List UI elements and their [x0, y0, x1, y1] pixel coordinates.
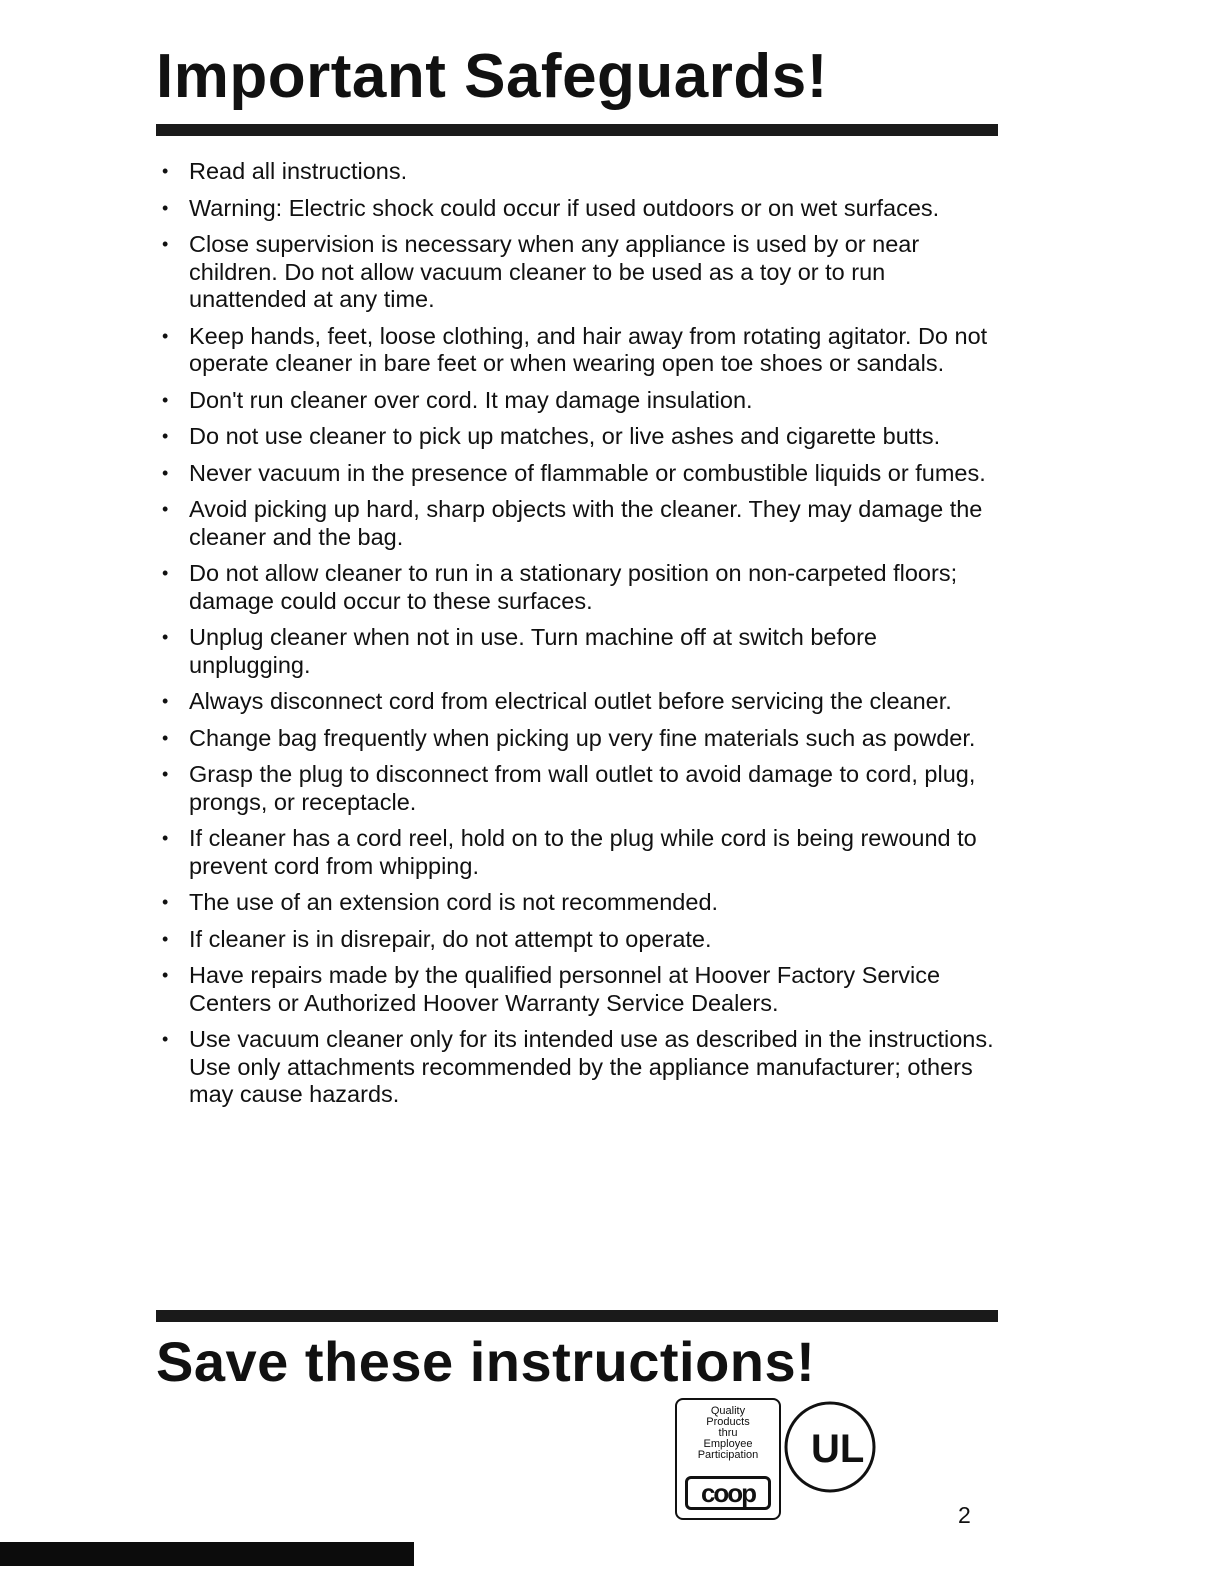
bullet-icon: • — [162, 426, 169, 446]
list-item — [158, 231, 998, 314]
bullet-icon: • — [162, 627, 169, 647]
list-item — [158, 926, 998, 954]
list-item-text: Don't run cleaner over cord. It may damage insulation. — [189, 386, 753, 413]
list-item-text: If cleaner has a cord reel, hold on to the plug while cord is being rewound to prevent cord from whipping. — [189, 825, 977, 879]
list-item-text: The use of an extension cord is not recommended. — [189, 889, 719, 915]
list-item-text: Use vacuum cleaner only for its intended use as described in the instructions. Use only attachments recommended by the appliance manufacturer; others may cause hazards. — [189, 1026, 994, 1107]
coop-mark: coop — [685, 1476, 771, 1510]
list-item-text: Unplug cleaner when not in use. Turn machine off at switch before unplugging. — [189, 624, 877, 678]
coop-logo-line: Employee — [703, 1438, 753, 1450]
bullet-icon: • — [162, 234, 169, 254]
closing-title: Save these instructions! — [156, 1330, 816, 1393]
bullet-icon: • — [162, 892, 169, 912]
list-item — [158, 158, 998, 186]
list-item-text: Always disconnect cord from electrical outlet before servicing the cleaner. — [189, 688, 952, 714]
ul-logo-text: UL — [811, 1427, 865, 1471]
bullet-icon: • — [162, 197, 169, 218]
safeguards-list — [158, 158, 998, 1118]
bullet-icon: • — [162, 764, 169, 784]
page-number: 2 — [958, 1502, 971, 1528]
coop-logo-line: Participation — [697, 1449, 759, 1461]
list-item — [158, 688, 998, 716]
list-item-text: Avoid picking up hard, sharp objects with the cleaner. They may damage the cleaner and the bag. — [189, 496, 983, 550]
list-item — [158, 889, 998, 917]
list-item-text: Have repairs made by the qualified personnel at Hoover Factory Service Centers or Authorized Hoover Warranty Service Dealers. — [189, 962, 941, 1016]
bullet-icon: • — [162, 389, 169, 410]
coop-logo-line: Quality — [710, 1405, 746, 1417]
list-item — [158, 423, 998, 451]
page-title: Important Safeguards! — [156, 42, 828, 111]
list-item — [158, 825, 998, 880]
bullet-icon: • — [162, 928, 169, 949]
list-item-text: Warning: Electric shock could occur if used outdoors or on wet surfaces. — [189, 194, 940, 221]
list-item — [158, 560, 998, 615]
list-item-text: Close supervision is necessary when any appliance is used by or near children. Do not allow vacuum cleaner to be used as a toy or to run unattended at any time. — [189, 231, 920, 312]
list-item — [158, 195, 998, 223]
footer-bar — [0, 1542, 414, 1566]
list-item-text: Keep hands, feet, loose clothing, and hair away from rotating agitator. Do not operate cleaner in bare feet or when wearing open toe shoes or sandals. — [189, 322, 988, 376]
list-item-text: If cleaner is in disrepair, do not attempt to operate. — [189, 925, 712, 952]
coop-logo-line: thru — [718, 1427, 738, 1439]
list-item-text: Never vacuum in the presence of flammable or combustible liquids or fumes. — [189, 459, 986, 486]
list-item — [158, 962, 998, 1017]
list-item-text: Do not use cleaner to pick up matches, or live ashes and cigarette butts. — [189, 423, 941, 449]
bullet-icon: • — [162, 965, 169, 985]
bullet-icon: • — [162, 563, 169, 583]
list-item — [158, 725, 998, 753]
list-item — [158, 387, 998, 415]
bullet-icon: • — [162, 325, 169, 346]
list-item — [158, 761, 998, 816]
list-item — [158, 460, 998, 488]
list-item — [158, 624, 998, 679]
bullet-icon: • — [162, 691, 169, 711]
ul-logo — [783, 1400, 877, 1494]
list-item-text: Do not allow cleaner to run in a stationary position on non-carpeted floors; damage could occur to these surfaces. — [189, 560, 958, 614]
list-item-text: Change bag frequently when picking up very fine materials such as powder. — [189, 724, 976, 751]
list-item — [158, 496, 998, 551]
list-item — [158, 323, 998, 378]
coop-logo-line: Products — [706, 1416, 750, 1428]
bullet-icon: • — [162, 727, 169, 748]
bullet-icon: • — [162, 161, 169, 181]
list-item — [158, 1026, 998, 1109]
title-rule — [156, 124, 998, 136]
bullet-icon: • — [162, 499, 169, 519]
bullet-icon: • — [162, 462, 169, 483]
list-item-text: Grasp the plug to disconnect from wall outlet to avoid damage to cord, plug, prongs, or receptacle. — [189, 761, 976, 815]
list-item-text: Read all instructions. — [189, 158, 408, 184]
closing-rule — [156, 1310, 998, 1322]
bullet-icon: • — [162, 1029, 169, 1049]
bullet-icon: • — [162, 828, 169, 848]
coop-logo — [675, 1398, 781, 1520]
